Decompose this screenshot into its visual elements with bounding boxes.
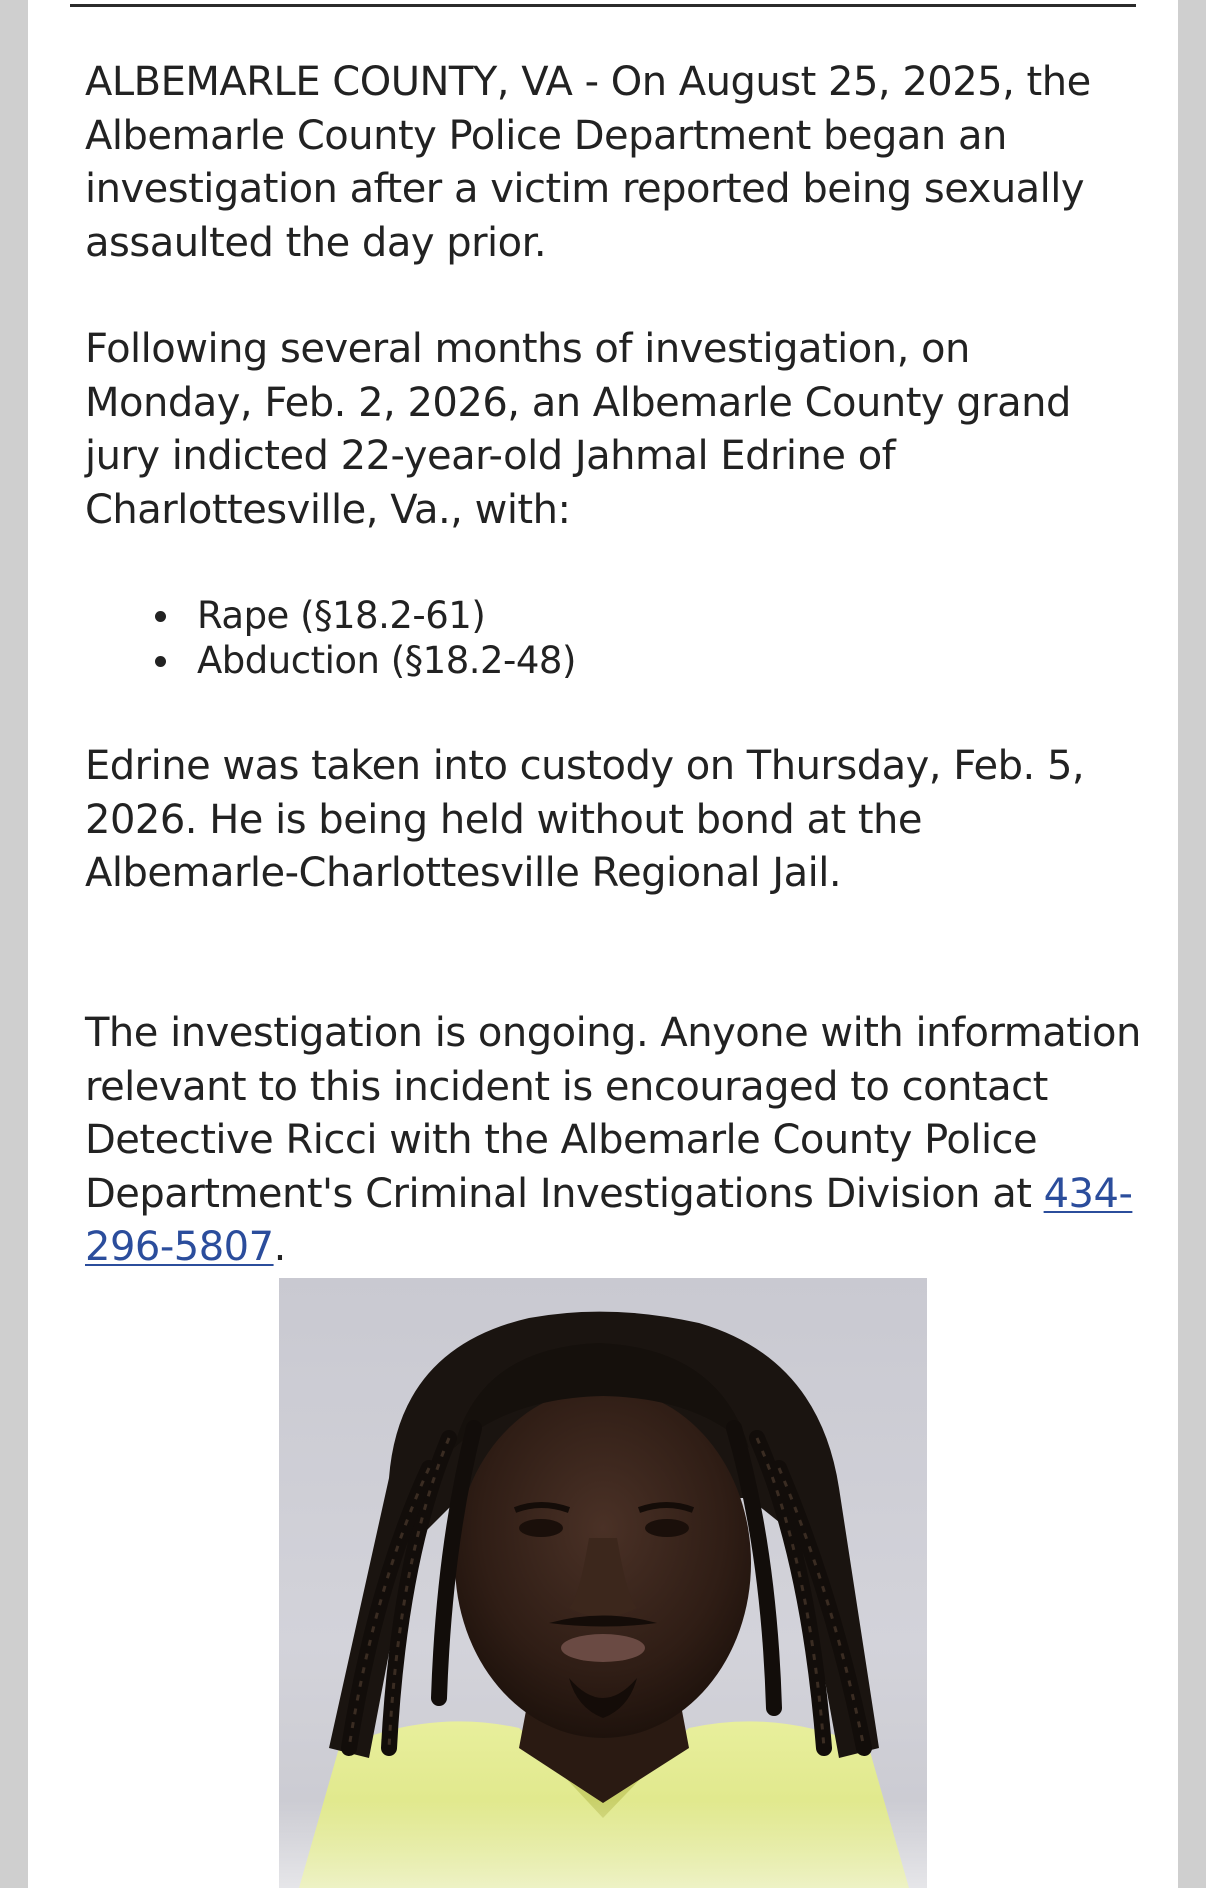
paragraph-contact xyxy=(85,1007,1145,1275)
list-item: Abduction (§18.2-48) xyxy=(85,638,985,683)
paragraph-custody: Edrine was taken into custody on Thursday, Feb. 5, 2026. He is being held without bond at the Albemarle-Charlottesville Regional Jail. xyxy=(85,743,1085,896)
paragraph-contact-end: . xyxy=(273,1224,286,1270)
article-page xyxy=(28,0,1178,1888)
phone-link[interactable]: 434-296-5807 xyxy=(85,1170,1133,1270)
charges-list xyxy=(85,593,985,683)
paragraph-indictment: Following several months of investigation, on Monday, Feb. 2, 2026, an Albemarle County grand jury indicted 22-year-old Jahmal Edrine of Charlottesville, Va., with: xyxy=(85,326,1071,533)
booking-photo[interactable] xyxy=(279,1278,927,1888)
booking-photo-image xyxy=(279,1278,927,1888)
divider xyxy=(70,4,1136,7)
paragraph-contact-text: The investigation is ongoing. Anyone with information relevant to this incident is encouraged to contact Detective Ricci with the Albemarle County Police Department's Criminal Investigations Division at xyxy=(85,1010,1141,1217)
list-item: Rape (§18.2-61) xyxy=(85,593,985,638)
paragraph-intro: ALBEMARLE COUNTY, VA - On August 25, 2025, the Albemarle County Police Department began an investigation after a victim reported being sexually assaulted the day prior. xyxy=(85,59,1091,266)
